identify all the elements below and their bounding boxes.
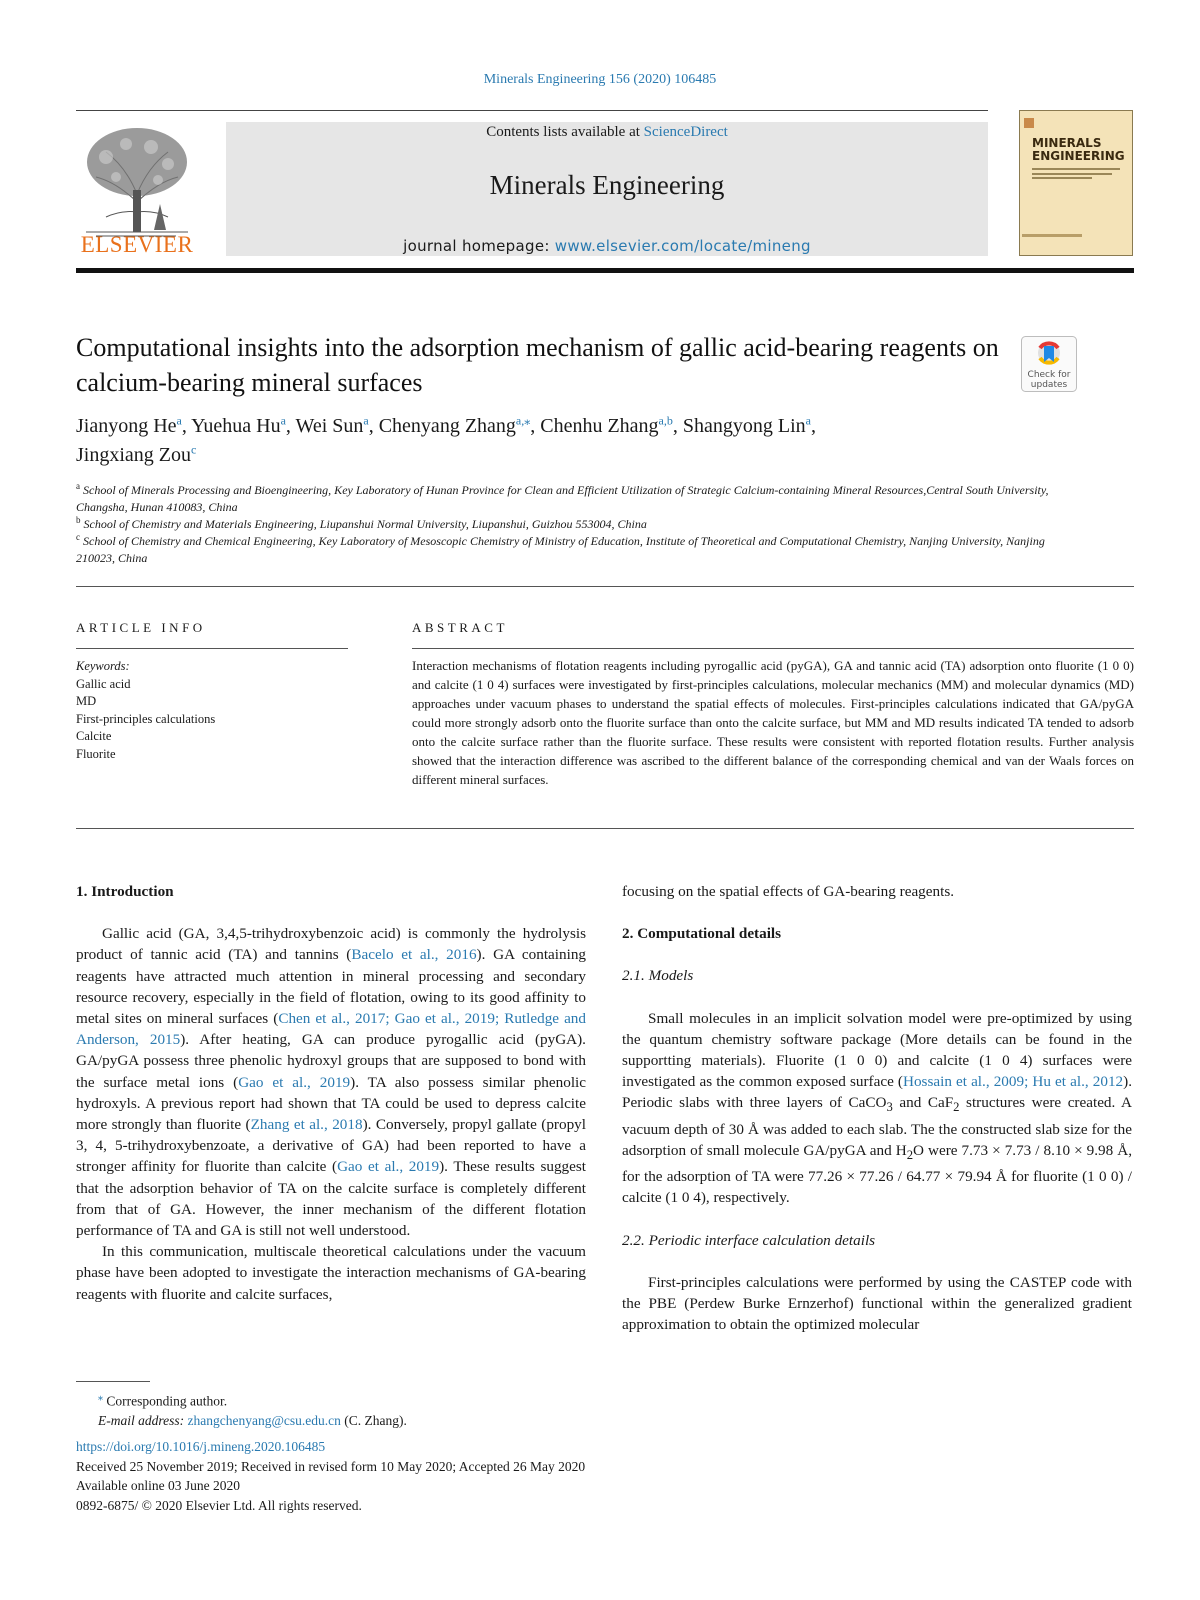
citation-link[interactable]: Zhang et al., 2018 [250,1116,363,1134]
text-run: Small molecules in an implicit solvation model were pre-optimized by using the quantum chemistry software package (More details can be found in the supportting materials). Fluorite (1 0 0) and calcite (1 0 4) surfaces were investigated as the common exposed surface ( [622,1009,1132,1091]
intro-paragraph-2-cont: focusing on the spatial effects of GA-bearing reagents. [622,883,955,900]
email-note [76,1411,776,1431]
author-name[interactable]: Wei Sun [295,415,364,437]
body-left-column [76,881,586,1305]
text-run: ). Conversely, propyl gallate (propyl 3, 4, 5-trihydroxybenzoate, a derivative of GA) had been reported to have a stronger affinity for fluorite than calcite ( [76,1116,586,1176]
text-run: ). These results suggest that the adsorption behavior of TA on the calcite surface is completely different from that of GA. However, the inner mechanism of the different flotation performance of TA and GA is still not well understood. [76,1158,587,1240]
doi-link[interactable]: https://doi.org/10.1016/j.mineng.2020.106485 [76,1439,326,1454]
affil-text: School of Minerals Processing and Bioengineering, Key Laboratory of Hunan Province for Clean and Efficient Utilization of Strategic Calcium-containing Mineral Resources,Central South University, Changsha, Hunan 410083, China [76,483,1049,514]
copyright-line: 0892-6875/ © 2020 Elsevier Ltd. All rights reserved. [76,1497,362,1513]
affil-mark: c [76,532,80,542]
footnotes [76,1388,776,1431]
keyword: Calcite [76,729,112,743]
section-1-heading: 1. Introduction [76,883,174,900]
author-affil-mark[interactable]: a [805,413,811,428]
sciencedirect-link[interactable]: ScienceDirect [643,124,728,140]
corresponding-text: Corresponding author. [106,1393,228,1409]
section-2-1-heading: 2.1. Models [622,967,694,985]
section-2-2-heading: 2.2. Periodic interface calculation details [622,1231,876,1249]
intro-paragraph-2: In this communication, multiscale theoretical calculations under the vacuum phase have been adopted to investigate the interaction mechanisms of GA-bearing reagents with fluorite and calcite surfaces, [76,1243,586,1303]
check-for-updates-label: Check for updates [1027,370,1071,390]
affiliations [76,482,1076,567]
contents-prefix: Contents lists available at [486,124,644,140]
text-run: Gallic acid (GA, 3,4,5-trihydroxybenzoic acid) is commonly the hydrolysis product of tannic acid (TA) and tannins ( [76,925,586,964]
section-2-heading: 2. Computational details [622,925,782,943]
journal-reference-link[interactable]: Minerals Engineering 156 (2020) 106485 [483,72,717,87]
keyword: First-principles calculations [76,711,216,726]
author-name[interactable]: Yuehua Hu [191,415,281,437]
abstract-heading: ABSTRACT [412,620,508,635]
citation-link[interactable]: Gao et al., 2019 [238,1073,351,1091]
author-affil-mark[interactable]: a,b [658,413,673,428]
article-info-rule [76,648,348,649]
citation-link[interactable]: Chen et al., 2017; Gao et al., 2019; Rutledge and Anderson, 2015 [76,1010,586,1049]
text-run: and CaF [892,1094,954,1112]
homepage-prefix: journal homepage: [403,237,555,255]
author-list: Jianyong He$^a$, Yuehua Hu$^a$, Wei Sun$^a$, Chenyang Zhang$^{a,⁎}$, Chenhu Zhang$^{a,b}$, Shangyong Lin$^a$, Jingxiang Zou$^c$ [76,413,816,466]
publication-info [76,1437,876,1515]
models-paragraph [622,1008,1132,1209]
citation-link[interactable]: Hossain et al., 2009; Hu et al., 2012 [902,1073,1124,1091]
affiliation-b [76,516,1076,533]
journal-title: Minerals Engineering [489,170,725,200]
email-label: E-mail address: [98,1413,188,1428]
contents-line [226,124,988,141]
abstract-text: Interaction mechanisms of flotation reagents including pyrogallic acid (pyGA), GA and tannic acid (TA) adsorption onto fluorite (1 0 0) and calcite (1 0 4) surfaces were investigated by first-principles calculations, molecular mechanics (MM) and molecular dynamics (MD) approaches under vacuum phases to understand the spatial effects of molecules. First-principles calculations indicated that GA/pyGA could more strongly adsorb onto the fluorite surface than onto the calcite surface, but MM and MD results indicated TA tended to adsorb onto the calcite surface rather than the fluorite surface. These results were consistent with reported flotation results. Further analysis showed that the interaction difference was ascribed to the different balance of the corresponding chemical and van der Waals forces on different mineral surfaces. [412,658,1134,787]
header-thick-rule [76,268,1134,273]
homepage-line [226,237,988,255]
author-name[interactable]: Chenhu Zhang [540,415,659,437]
header-top-rule [76,110,988,111]
abstract-divider [76,828,1134,829]
text-run: ). GA containing reagents have attracted much attention in mineral processing and secondary resource recovery, especially in the field of flotation, owing to its good affinity to metal sites on mineral surfaces ( [76,946,587,1028]
keyword: Fluorite [76,746,116,761]
intro-paragraph-1 [76,923,586,1241]
asterisk-mark: ⁎ [98,1392,103,1403]
author-affil-mark[interactable]: a [363,413,369,428]
interface-paragraph: First-principles calculations were performed by using the CASTEP code with the PBE (Perdew Burke Ernzerhof) functional within the generalized gradient approximation to obtain the optimized molecular [622,1273,1132,1334]
affiliation-a [76,482,1076,516]
citation-link[interactable]: Gao et al., 2019 [337,1158,440,1176]
keywords-block [76,658,348,763]
affil-mark: b [76,515,81,525]
elsevier-wordmark: ELSEVIER [80,232,194,257]
text-run: ). TA also possess similar phenolic hydroxyls. A previous report had shown that TA could be used to depress calcite more strongly than fluorite ( [76,1073,587,1134]
author-name[interactable]: Jingxiang Zou [76,444,191,466]
article-title: Computational insights into the adsorption mechanism of gallic acid-bearing reagents on calcium-bearing mineral surfaces [76,333,999,397]
email-link[interactable]: zhangchenyang@csu.edu.cn [187,1413,341,1428]
author-name[interactable]: Jianyong He [76,415,177,437]
text-run: O were 7.73 × 7.73 / 8.10 × 9.98 Å, for the adsorption of TA were 77.26 × 77.26 / 64.77 × 79.94 Å for fluorite (1 0 0) / calcite (1 0 4), respectively. [622,1141,1133,1207]
keyword: Gallic acid [76,676,131,691]
article-info-heading: ARTICLE INFO [76,620,206,635]
body-right-column [622,881,1132,1335]
cover-title: MINERALS ENGINEERING [1032,136,1125,163]
author-affil-mark[interactable]: a [176,413,182,428]
footnote-rule [76,1381,150,1382]
affil-mark: a [76,481,80,491]
keywords-label: Keywords: [76,659,130,673]
affiliation-c [76,533,1076,567]
author-name[interactable]: Chenyang Zhang [378,415,516,437]
cover-footer-line [1022,234,1082,237]
cover-logo-mark [1024,118,1034,128]
text-run: ). Periodic slabs with three layers of CaCO [622,1073,1132,1112]
text-run: structures were created. A vacuum depth of 30 Å was added to each slab. The the constructed slab size for the adsorption of small molecule GA/pyGA and H [622,1094,1132,1159]
citation-link[interactable]: Bacelo et al., 2016 [351,946,477,964]
available-online: Available online 03 June 2020 [76,1478,240,1493]
author-name[interactable]: Shangyong Lin [682,415,806,437]
author-affil-mark[interactable]: c [191,442,197,457]
subscript: 3 [886,1100,893,1115]
cover-subtitle-lines [1032,166,1124,180]
author-affil-mark[interactable]: a,⁎ [515,413,531,428]
affil-text: School of Chemistry and Chemical Engineering, Key Laboratory of Mesoscopic Chemistry of Ministry of Education, Institute of Theoretical and Computational Chemistry, Nanjing University, Nanjing 210023, China [76,534,1045,565]
email-suffix: (C. Zhang). [340,1413,407,1428]
keyword: MD [76,694,97,708]
corresponding-note [76,1388,776,1411]
affiliation-divider [76,586,1134,587]
author-affil-mark[interactable]: a [280,413,286,428]
received-dates: Received 25 November 2019; Received in revised form 10 May 2020; Accepted 26 May 2020 [76,1458,586,1474]
subscript: 2 [953,1100,960,1115]
affil-text: School of Chemistry and Materials Engineering, Liupanshui Normal University, Liupanshui, Guizhou 553004, China [83,517,647,531]
subscript: 2 [906,1147,914,1162]
abstract-rule [412,648,1134,649]
homepage-link[interactable]: www.elsevier.com/locate/mineng [554,237,811,255]
text-run: ). After heating, GA can produce pyrogallic acid (pyGA). GA/pyGA possess three phenolic hydroxyl groups that are supposed to bond with the surface metal ions ( [76,1031,586,1091]
